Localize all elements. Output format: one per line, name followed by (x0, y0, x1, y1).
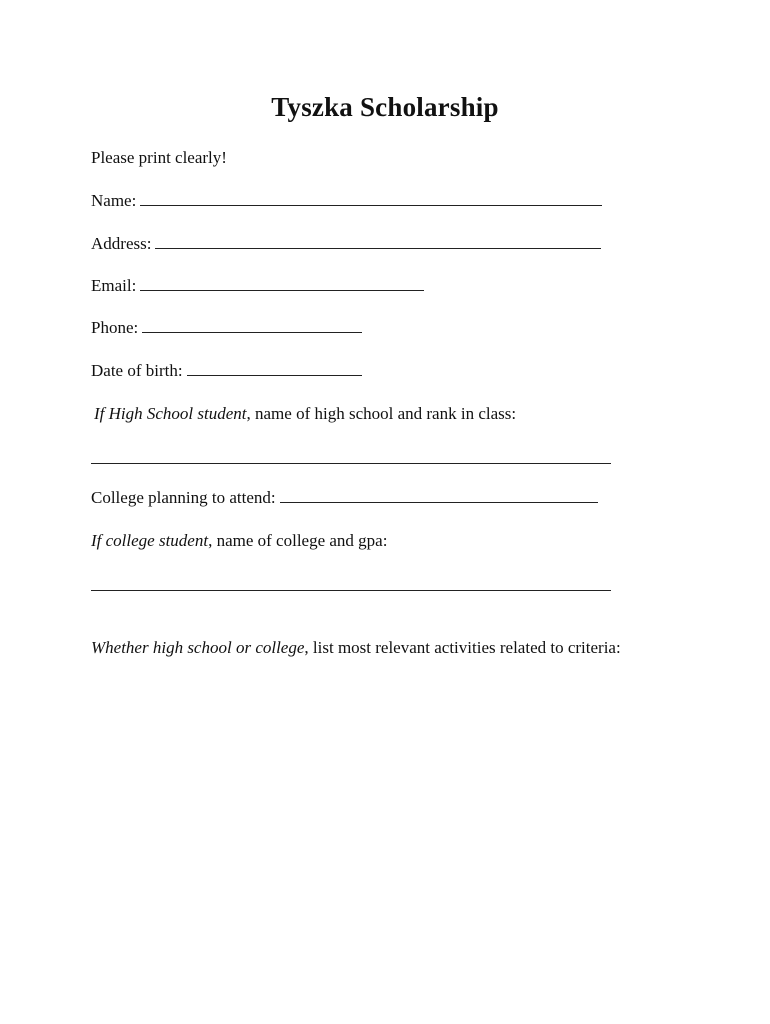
college-rest: , name of college and gpa: (208, 531, 388, 550)
activities-rest: , list most relevant activities related to criteria: (304, 638, 621, 657)
email-label: Email: (91, 276, 137, 295)
college-plan-label: College planning to attend: (91, 488, 276, 507)
page-title: Tyszka Scholarship (271, 92, 499, 122)
college-plan-field[interactable] (280, 488, 598, 503)
high-school-rest: , name of high school and rank in class: (246, 404, 517, 423)
address-field[interactable] (155, 234, 601, 249)
college-prompt (91, 531, 387, 551)
name-label: Name: (91, 191, 137, 210)
email-field[interactable] (140, 276, 424, 291)
phone-label: Phone: (91, 318, 139, 337)
activities-italic: Whether high school or college (91, 638, 305, 657)
phone-row (91, 318, 362, 338)
dob-row (91, 361, 362, 381)
college-plan-row (91, 488, 598, 508)
high-school-answer-line[interactable] (91, 463, 611, 464)
activities-prompt (91, 638, 621, 658)
dob-label: Date of birth: (91, 361, 183, 380)
name-row (91, 191, 602, 211)
phone-field[interactable] (142, 318, 362, 333)
high-school-italic: If High School student (94, 404, 247, 423)
college-answer-line[interactable] (91, 590, 611, 591)
high-school-prompt (94, 404, 516, 424)
instruction-text (91, 148, 227, 168)
college-italic: If college student (91, 531, 209, 550)
name-field[interactable] (140, 191, 602, 206)
address-row (91, 234, 601, 254)
instruction-label: Please print clearly! (91, 148, 227, 167)
address-label: Address: (91, 234, 152, 253)
dob-field[interactable] (187, 361, 362, 376)
email-row (91, 276, 424, 296)
